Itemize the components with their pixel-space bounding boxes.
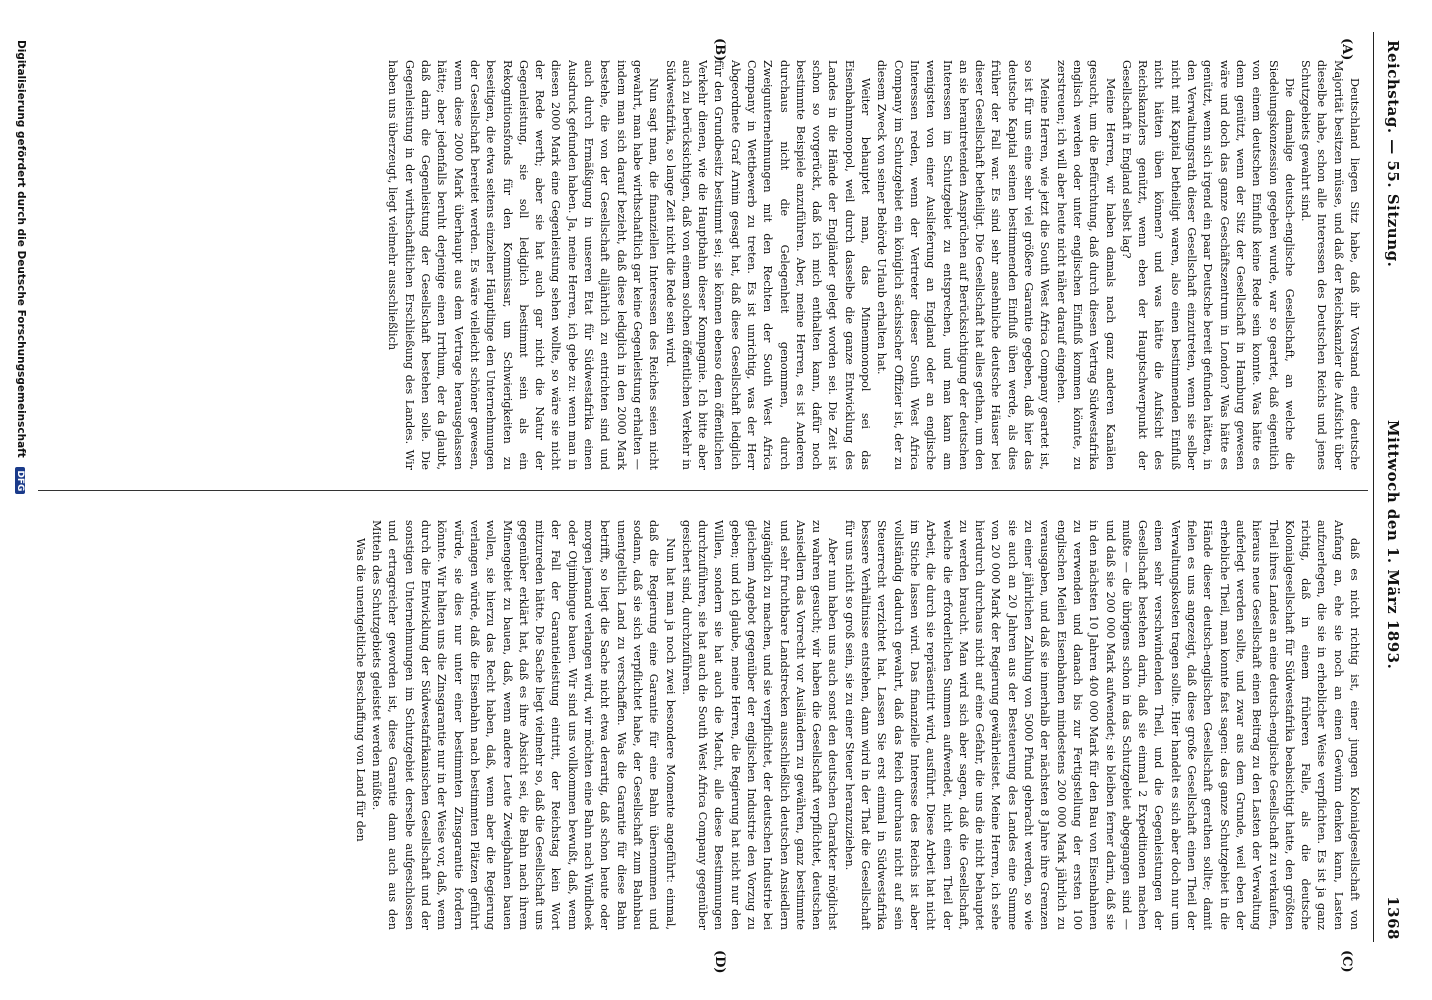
header-date: Mittwoch den 1. März 1893. <box>1384 420 1402 670</box>
header-left: Reichstag. — 55. Sitzung. <box>1384 40 1402 268</box>
right-column <box>42 520 1362 930</box>
paragraph: Nun hat man ja noch zwei besondere Momente angeführt: einmal, daß die Regierung eine Garantie für eine Bahn übernommen und sodann, daß sie sich verpflichtet habe, der Gesellschaft zum Bahnbau unentgeltlich Land zu verschaffen. Was die Garantie für diese Bahn betrifft, so liegt die Sache nicht etwa derartig, daß schon heute oder morgen jemand verlangen wird, wir möchten eine Bahn nach Windhoek oder Otjimbingue bauen. Wir sind uns vollkommen bewußt, daß, wenn der Fall der Garantieleistung eintritt, der Reichstag kein Wort mitzureden hätte. Die Sache liegt vielmehr so, daß die Gesellschaft uns gegenüber erklärt hat, daß es ihre Absicht sei, die Bahn nach ihrem Minengebiet zu bauen, daß, wenn andere Leute Zweigbahnen bauen wollen, sie hierzu das Recht haben, daß, wenn aber die Regierung verlangen würde, daß die Eisenbahn nach bestimmten Plätzen geführt würde, sie dies nur unter einer bestimmten Zinsgarantie fordern könnte. Wir halten uns die Zinsgarantie nur in der Weise vor, daß, wenn durch die Entwicklung der Südwestafrikanischen Gesellschaft und der sonstigen Unternehmungen im Schutzgebiet derselbe aufgeschlossen und ertragreicher geworden ist, diese Garantie dann auch aus den Mitteln des Schutzgebiets geleistet werden müßte. <box>370 520 677 930</box>
paragraph: Meine Herren, wir haben damals nach ganz anderen Kanälen gesucht, um die Befürchtung, daß durch diesen Vertrag Südwestafrika englisch werden oder unter englischen Einfluß kommen könnte, zu zerstreuen; ich will aber heute nicht näher darauf eingehen. <box>1054 60 1117 470</box>
paragraph: Meine Herren, wie jetzt die South West Africa Company geartet ist, so ist für uns eine sehr viel größere Garantie gegeben, daß hier das deutsche Kapital seinen bestimmenden Einfluß üben werde, als dies früher der Fall war. Es sind sehr ansehnliche deutsche Häuser bei dieser Gesellschaft betheiligt. Die Gesellschaft hat alles gethan, um den an sie herantretenden Ansprüchen auf Berücksichtigung der deutschen Interessen im Schutzgebiet zu entsprechen, und man kann am wenigsten von einer Auslieferung an England oder an englische Interessen reden, wenn der Vertreter dieser South West Africa Company im Schutzgebiet ein königlich sächsischer Offizier ist, der zu diesem Zweck von seiner Behörde Urlaub erhalten hat. <box>875 60 1052 470</box>
column-divider <box>38 490 1368 491</box>
footer-credit: Digitalisierung gefördert durch die Deutsche Forschungsgemeinschaft <box>15 40 27 458</box>
header-rule <box>1373 32 1374 942</box>
page-number: 1368 <box>1384 896 1402 940</box>
left-column <box>42 60 1362 470</box>
paragraph: Nun sagt man, die finanziellen Interessen des Reiches seien nicht gewahrt, man habe wirthschaftlich gar keine Gegenleistung erhalten — indem man sich darauf bezieht, daß diese lediglich in den 2000 Mark bestehe, die von der Gesellschaft alljährlich zu entrichten sind und auch durch Ermäßigung in unseren Etat für Südwestafrika einen Ausdruck gefunden haben. Ja, meine Herren, ich gebe zu: wenn man in diesen 2000 Mark eine Gegenleistung sehen wollte, so wäre sie nicht der Rede werth; aber sie hat auch gar nicht die Natur der Gegenleistung, sie soll lediglich bestimmt sein als ein Rekognitionsfonds für den Kommissar, um Schwierigkeiten zu beseitigen, die etwa seitens einzelner Häuptlinge den Unternehmungen der Gesellschaft bereitet werden. Es wäre vielleicht schöner gewesen, wenn diese 2000 Mark überhaupt aus dem Vertrage herausgelassen hätte; aber jedenfalls beruht derjenige einen Irrthum, der da glaubt, daß darin die Gegenleistung der Gesellschaft bestehen solle. Die Gegenleistung in der wirthschaftlichen Erschließung des Landes. Wir haben uns überzeugt, liegt vielmehr ausschließlich <box>386 60 661 470</box>
margin-marker-b: (B) <box>712 38 727 62</box>
paragraph: Die damalige deutsch-englische Gesellschaft, an welche die Siedelungskonzession gegeben wurde, war so geartet, daß eigentlich von einem deutschen Einfluß keine Rede sein konnte. Was hätte es denn genützt, wenn der Sitz der Gesellschaft in Hamburg gewesen wäre und doch das ganze Geschäftszentrum in London? Was hätte es genützt, wenn sich irgend ein paar Deutsche bereit gefunden hätten, in den Verwaltungsrath dieser Gesellschaft einzutreten, wenn sie selber nicht mit Kapital betheiligt waren, also einen bestimmenden Einfluß nicht hätten üben können? und was hätte die Aufsicht des Reichskanzlers genützt, wenn eben der Hauptschwerpunkt der Gesellschaft in England selbst lag? <box>1119 60 1296 470</box>
margin-marker-a: (A) <box>1339 38 1354 61</box>
dfg-logo: DFG <box>15 467 25 494</box>
paragraph: daß es nicht richtig ist, einer jungen Kolonialgesellschaft von Anfang an, ehe sie noch an einen Gewinn denken kann, Lasten aufzuerlegen, die sie in erheblicher Weise verpflichten. Es ist ja ganz richtig, daß in einem früheren Falle, als die deutsche Kolonialgesellschaft für Südwestafrika beabsichtigt hatte, den größten Theil ihres Landes an eine deutsch-englische Gesellschaft zu verkaufen, hieraus neue Gesellschaft einen Beitrag zu den Lasten der Verwaltung auferlegt werden sollte, und zwar aus dem Grunde, weil eben der erhebliche Theil, man konnte fast sagen: das ganze Schutzgebiet in die Hände dieser deutsch-englischen Gesellschaft gerathen sollte; damit fielen es uns angezeigt, daß diese große Gesellschaft einen Theil der Verwaltungskosten tragen sollte. Hier handelt es sich aber doch nur um einen sehr verschwindenden Theil, und die Gegenleistungen der Gesellschaft bestehen darin, daß sie einmal 2 Expeditionen machen mußte — die übrigens schon in das Schutzgebiet abgegangen sind — und daß sie 200 000 Mark aufwendet; sie bleiben ferner darin, daß sie in den nächsten 10 Jahren 400 000 Mark für den Bau von Eisenbahnen zu verwenden und danach bis zur Fertigstellung der ersten 100 englischen Meilen Eisenbahnen mindestens 200 000 Mark jährlich zu verausgaben, und daß sie innerhalb der nächsten 8 Jahre ihre Grenzen zu einer jährlichen Zahlung von 5000 Pfund gebracht werden, so wie sie auch an 20 Jahren aus der Besteuerung des Landes eine Summe von 20 000 Mark der Regierung gewährleistet. Meine Herren, ich sehe hierdurch durchaus nicht auf eine Gefahr, die uns die nicht behauptet zu werden braucht. Man wird sich aber sagen, daß die Gesellschaft, welche die erforderlichen Summen aufwendet, nicht einen Theil der Arbeit, die durch sie repräsentirt wird, ausführt. Diese Arbeit hat nicht im Stiche lassen wird. Das finanzielle Interesse des Reichs ist aber vollständig dadurch gewahrt, daß das Reich durchaus nicht auf sein Steuerrecht verzichtet hat. Lassen Sie erst einmal in Südwestafrika bessere Verhältnisse entstehen, dann wird in der That die Gesellschaft für uns nicht so groß sein, sie zu einer Steuer heranzuziehen. <box>842 520 1361 930</box>
paragraph: Weiter behauptet man, das Minenmonopol sei das Eisenbahnmonopol, weil durch dasselbe die ganze Entwicklung des Landes in die Hände der Engländer gelegt worden sei. Die Zeit ist schon so vorgerückt, daß ich mich enthalten kann, dafür noch bestimmte Beispiele anzuführen. Aber, meine Herren, es ist Anderen durchaus nicht die Gelegenheit genommen, durch Zweigunternehmungen mit den Rechten der South West Africa Company in Wettbewerb zu treten. Es ist unrichtig, was der Herr Abgeordnete Graf Arnim gesagt hat, daß diese Gesellschaft lediglich für den Grundbesitz bestimmt sei; sie können ebenso dem öffentlichen Verkehr dienen, wie die Hauptbahn dieser Kompagnie. Ich bitte aber auch zu berücksichtigen, daß von einem solchen öffentlichen Verkehr in Südwestafrika, so lange Zeit nicht die Rede sein wird. <box>663 60 873 470</box>
digitization-footer <box>7 40 27 960</box>
paragraph: Was die unentgeltliche Beschaffung von Land für den <box>353 538 367 842</box>
paragraph: Deutschland liegen Sitz habe, daß ihr Vorstand eine deutsche Majorität besitzen müsse, und daß der Reichskanzler die Aufsicht über dieselbe habe, schon alle Interessen des Deutschen Reichs und jenes Schutzgebiets gewahrt sind. <box>1299 60 1361 470</box>
paragraph: Aber nun haben uns auch sonst den deutschen Charakter möglichst zu wahren gesucht; wir haben die Gesellschaft verpflichtet, deutschen Ansiedlern das Vorrecht vor Ausländern zu gewähren, ganz bestimmte und sehr fruchtbare Landstrecken ausschließlich deutschen Ansiedlern zugänglich zu machen, und sie verpflichtet, der deutschen Industrie bei gleichem Angebot gegenüber der englischen Industrie den Vorzug zu geben; und ich glaube, meine Herren, die Regierung hat nicht nur den Willen, sondern sie hat auch die Macht, alle diese Bestimmungen durchzuführen, sie hat auch die South West Africa Company gegenüber gesichert sind, durchzuführen. <box>679 520 840 930</box>
margin-marker-c: (C) <box>1339 950 1354 973</box>
page-header <box>1378 40 1402 940</box>
margin-marker-d: (D) <box>712 950 727 974</box>
